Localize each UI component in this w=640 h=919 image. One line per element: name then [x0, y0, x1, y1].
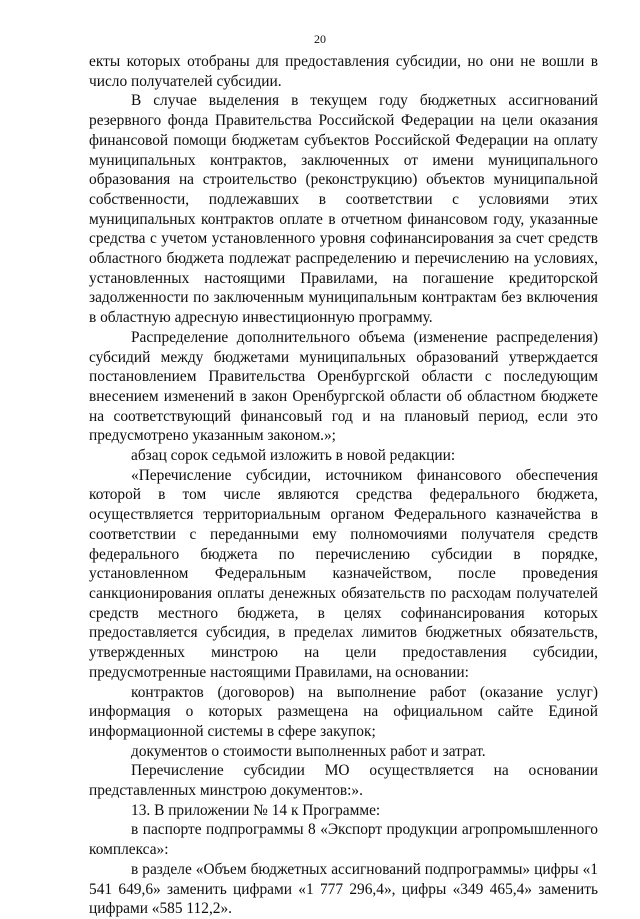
paragraph: Перечисление субсидии МО осуществляется на основании представленных минстрою документов:».: [89, 762, 598, 800]
document-body: [89, 52, 598, 919]
page-number: 20: [314, 32, 326, 46]
paragraph: контрактов (договоров) на выполнение работ (оказание услуг) информация о которых размещена на официальном сайте Единой информационной системы в сфере закупок;: [89, 683, 598, 740]
paragraph: В случае выделения в текущем году бюджетных ассигнований резервного фонда Правительства Российской Федерации на цели оказания финансовой помощи бюджетам субъектов Российской Федерации на оплату муниципальных контрактов, заключенных от имени муниципального образования на строительство (реконструкцию) объектов муниципальной собственности, подлежавших в соответствии с условиями этих муниципальных контрактов оплате в отчетном финансовом году, указанные средства с учетом установленного уровня софинансирования за счет средств областного бюджета подлежат распределению и перечислению на условиях, установленных настоящими Правилами, на погашение кредиторской задолженности по заключенным муниципальным контрактам без включения в областную адресную инвестиционную программу.: [89, 92, 598, 327]
paragraph: документов о стоимости выполненных работ и затрат.: [131, 742, 486, 760]
paragraph: 13. В приложении № 14 к Программе:: [131, 801, 381, 819]
paragraph: «Перечисление субсидии, источником финансового обеспечения которой в том числе являются средства федерального бюджета, осуществляется территориальным органом Федерального казначейства в соответствии с переданными ему полномочиями получателя средств федерального бюджета по перечислению субсидии в порядке, установленном Федеральным казначейством, после проведения санкционирования оплаты денежных обязательств по расходам получателей средств местного бюджета, в целях софинансирования которых предоставляется субсидия, в пределах лимитов бюджетных обязательств, утвержденных минстрою на цели предоставления субсидии, предусмотренные настоящими Правилами, на основании:: [89, 466, 598, 681]
paragraph: в паспорте подпрограммы 8 «Экспорт продукции агропромышленного комплекса»:: [89, 821, 598, 859]
paragraph: екты которых отобраны для предоставления субсидии, но они не вошли в число получателей субсидии.: [89, 53, 598, 90]
paragraph: абзац сорок седьмой изложить в новой редакции:: [131, 447, 456, 465]
paragraph: в разделе «Объем бюджетных ассигнований подпрограммы» цифры «1 541 649,6» заменить цифрами «1 777 296,4», цифры «349 465,4» заменить цифрами «585 112,2».: [89, 860, 598, 918]
paragraph: Распределение дополнительного объема (изменение распределения) субсидий между бюджетами муниципальных образований утверждается постановлением Правительства Оренбургской области с последующим внесением изменений в закон Оренбургской области об областном бюджете на соответствующий финансовый год и на плановый период, если это предусмотрено указанным законом.»;: [89, 328, 598, 445]
